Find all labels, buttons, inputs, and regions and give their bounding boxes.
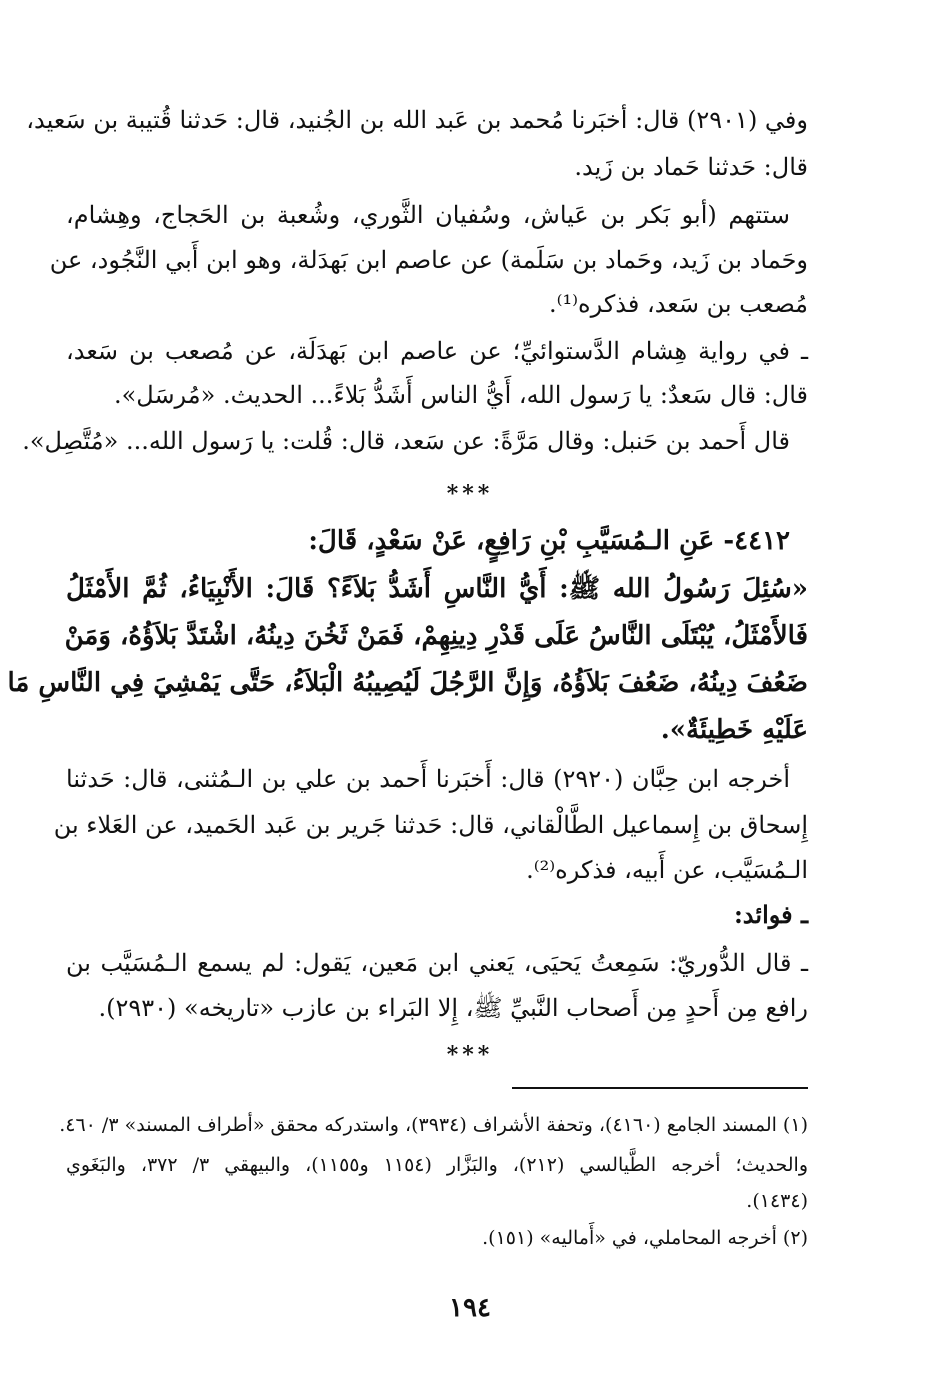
text-line: مُصعب بن سَعد، فذكره⁽¹⁾. xyxy=(548,290,808,318)
text-line: قال: قال سَعدٌ: يا رَسول الله، أَيُّ الناس أَشَدُّ بَلاءً... الحديث. «مُرسَل». xyxy=(113,381,808,409)
footnote-line: (١) المسند الجامع (٤١٦٠)، وتحفة الأشراف (٣٩٣٤)، واستدركه محقق «أطراف المسند» ٣/ ٤٦٠. xyxy=(59,1114,808,1136)
hadith-heading: ٤٤١٢- عَنِ الـمُسَيَّبِ بْنِ رَافِعٍ، عَنْ سَعْدٍ، قَالَ: xyxy=(308,526,790,556)
section-separator: *** xyxy=(446,481,494,507)
text-line: رافع مِن أَحدٍ مِن أَصحاب النَّبيِّ ﷺ، إِلا البَراء بن عازب «تاريخه» (٢٩٣٠). xyxy=(98,994,808,1022)
fawaid-heading: ـ فوائد: xyxy=(733,900,808,929)
text-line: ـ في رواية هِشام الدَّستوائيِّ؛ عن عاصم ابن بَهدَلَة، عن مُصعب بن سَعد، xyxy=(66,337,808,365)
text-line: الـمُسَيَّب، عن أَبيه، فذكره⁽²⁾. xyxy=(526,856,808,884)
page-number: ١٩٤ xyxy=(449,1293,491,1323)
hadith-line: عَلَيْهِ خَطِيئَةٌ». xyxy=(660,715,808,745)
footnote-line: والحديث؛ أخرجه الطَّيالسي (٢١٢)، والبَزَّار (١١٥٤ و١١٥٥)، والبيهقي ٣/ ٣٧٢، والبَغَوي xyxy=(66,1154,809,1176)
text-line: قال: حَدثنا حَماد بن زَيد. xyxy=(574,153,808,181)
text-line: وحَماد بن زَيد، وحَماد بن سَلَمة) عن عاصم ابن بَهدَلة، وهو ابن أَبي النَّجُود، عن xyxy=(49,246,808,274)
footnote-line: (١٤٣٤). xyxy=(746,1190,808,1212)
text-line: وفي (٢٩٠١) قال: أخبَرنا مُحمد بن عَبد الله بن الجُنيد، قال: حَدثنا قُتيبة بن سَعيد، xyxy=(26,106,808,134)
section-separator: *** xyxy=(446,1042,494,1068)
footnote-divider xyxy=(512,1087,808,1089)
text-line: أخرجه ابن حِبَّان (٢٩٢٠) قال: أَخبَرنا أَحمد بن علي بن الـمُثنى، قال: حَدثنا xyxy=(66,765,790,793)
text-line: ـ قال الدُّوريّ: سَمِعتُ يَحيَى، يَعني ابن مَعين، يَقول: لم يسمع الـمُسَيَّب بن xyxy=(66,949,808,977)
footnote-line: (٢) أخرجه المحاملي، في «أَماليه» (١٥١). xyxy=(482,1227,808,1249)
text-line: قال أَحمد بن حَنبل: وقال مَرَّةً: عن سَعد، قال: قُلت: يا رَسول الله... «مُتَّصِل». xyxy=(22,427,790,455)
hadith-line: ضَعُفَ دِينُهُ، ضَعُفَ بَلاَؤُهُ، وَإِنَّ الرَّجُلَ لَيُصِيبُهُ الْبَلاَءُ، حَتَّى يَمْشِيَ فِي النَّاسِ مَا xyxy=(7,668,808,698)
text-line: إِسحاق بن إِسماعيل الطَّالْقاني، قال: حَدثنا جَرير بن عَبد الحَميد، عن العَلاء بن xyxy=(53,811,808,839)
text-line: ستتهم (أبو بَكر بن عَياش، وسُفيان الثَّوري، وشُعبة بن الحَجاج، وهِشام، xyxy=(66,201,790,229)
hadith-line: «سُئِلَ رَسُولُ الله ﷺ: أَيُّ النَّاسِ أَشَدُّ بَلاَءً؟ قَالَ: الأَنْبِيَاءُ، ثُمَّ الأَمْثَلُ xyxy=(66,574,808,604)
hadith-line: فَالأَمْثَلُ، يُبْتَلَى النَّاسُ عَلَى قَدْرِ دِينِهِمْ، فَمَنْ ثَخُنَ دِينُهُ، اشْتَدَّ بَلاَؤُهُ، وَمَنْ xyxy=(64,621,808,651)
